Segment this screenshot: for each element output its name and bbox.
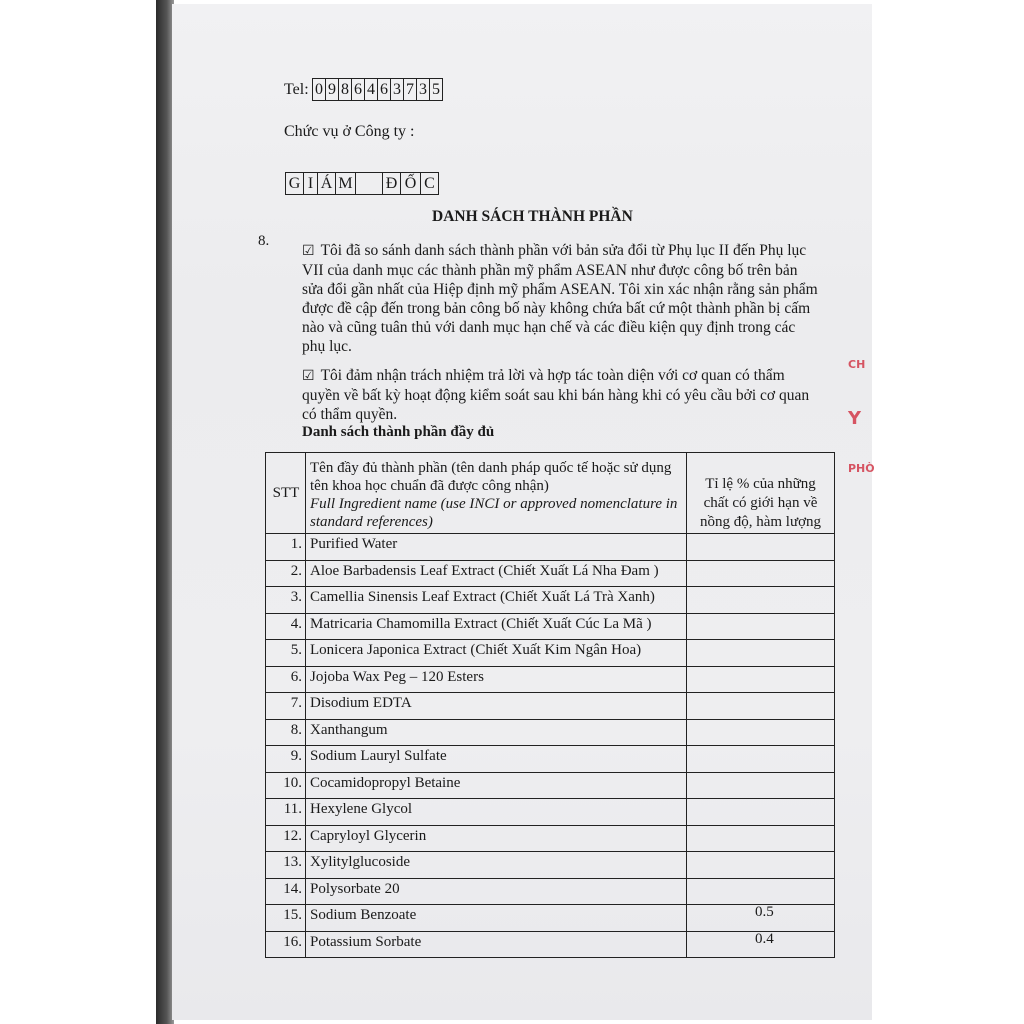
- row-ingredient-name: Xanthangum: [306, 719, 687, 746]
- position-label: Chức vụ ở Công ty :: [284, 123, 415, 140]
- char-box: 6: [351, 79, 364, 100]
- row-stt: 3.: [266, 587, 306, 614]
- row-percentage: [687, 931, 835, 958]
- position-boxes: [285, 172, 439, 195]
- para1-line: sửa đổi gần nhất của Hiệp định mỹ phẩm ASEAN. Tôi xin xác nhận rằng sản phẩm: [302, 281, 818, 298]
- row-percentage: [687, 587, 835, 614]
- row-percentage: [687, 640, 835, 667]
- tel-number-boxes: [312, 78, 443, 101]
- row-ingredient-name: Jojoba Wax Peg – 120 Esters: [306, 666, 687, 693]
- char-box: 9: [325, 79, 338, 100]
- table-row: [266, 640, 835, 667]
- row-ingredient-name: Purified Water: [306, 534, 687, 561]
- stamp-fragment: Y: [848, 408, 862, 429]
- row-percentage: [687, 905, 835, 932]
- ingredient-list-title: Danh sách thành phần đầy đủ: [302, 424, 495, 440]
- char-box: 8: [338, 79, 351, 100]
- row-stt: 14.: [266, 878, 306, 905]
- row-percentage: [687, 825, 835, 852]
- header-ingredient-name: [306, 453, 687, 534]
- row-stt: 4.: [266, 613, 306, 640]
- table-row: [266, 719, 835, 746]
- char-box: 5: [429, 79, 442, 100]
- row-stt: 16.: [266, 931, 306, 958]
- char-box: I: [303, 173, 317, 194]
- row-percentage-value: 0.5: [755, 904, 774, 920]
- table-row: [266, 905, 835, 932]
- table-row: [266, 534, 835, 561]
- para1-line: phụ lục.: [302, 338, 352, 355]
- table-row: [266, 799, 835, 826]
- section-title: DANH SÁCH THÀNH PHẦN: [432, 208, 633, 225]
- stamp-fragment: CH: [848, 358, 866, 371]
- row-percentage: [687, 799, 835, 826]
- table-row: [266, 666, 835, 693]
- row-ingredient-name: Hexylene Glycol: [306, 799, 687, 826]
- row-stt: 2.: [266, 560, 306, 587]
- char-box: 3: [390, 79, 403, 100]
- para1-line: được đề cập đến trong bản công bố này không chứa bất cứ một thành phần bị cấm: [302, 300, 811, 317]
- char-box: M: [335, 173, 355, 194]
- row-ingredient-name: Potassium Sorbate: [306, 931, 687, 958]
- row-ingredient-name: Lonicera Japonica Extract (Chiết Xuất Kim Ngân Hoa): [306, 640, 687, 667]
- table-row: [266, 852, 835, 879]
- table-row: [266, 746, 835, 773]
- section-number: 8.: [258, 233, 270, 249]
- para1-line: nào và cũng tuân thủ với danh mục hạn chế và các điều kiện quy định trong các: [302, 319, 796, 336]
- row-ingredient-name: Disodium EDTA: [306, 693, 687, 720]
- char-box: Á: [317, 173, 335, 194]
- declaration-paragraph-2: [302, 366, 809, 424]
- char-box: Đ: [382, 173, 400, 194]
- stamp-fragment: PHÒ: [848, 462, 875, 475]
- table-row: [266, 825, 835, 852]
- char-box: 7: [403, 79, 416, 100]
- row-stt: 10.: [266, 772, 306, 799]
- checkbox-checked-icon: ☑: [302, 368, 315, 384]
- char-box: Ố: [400, 173, 420, 194]
- header-name-en: Full Ingredient name (use INCI or approved nomenclature in standard references): [310, 496, 678, 530]
- row-percentage-value: 0.4: [755, 930, 774, 947]
- row-stt: 8.: [266, 719, 306, 746]
- row-percentage: [687, 666, 835, 693]
- char-box: G: [288, 175, 301, 192]
- row-percentage: [687, 693, 835, 720]
- table-row: [266, 587, 835, 614]
- row-ingredient-name: Cocamidopropyl Betaine: [306, 772, 687, 799]
- row-stt: 6.: [266, 666, 306, 693]
- para2-line: có thẩm quyền.: [302, 406, 398, 423]
- table-row: [266, 772, 835, 799]
- row-stt: 9.: [266, 746, 306, 773]
- table-row: [266, 693, 835, 720]
- char-box: 4: [364, 79, 377, 100]
- table-header-row: [266, 453, 835, 534]
- row-stt: 5.: [266, 640, 306, 667]
- table-row: [266, 931, 835, 958]
- row-ingredient-name: Xylitylglucoside: [306, 852, 687, 879]
- row-percentage: [687, 852, 835, 879]
- char-box: 6: [377, 79, 390, 100]
- row-stt: 15.: [266, 905, 306, 932]
- row-percentage: [687, 719, 835, 746]
- para2-line: Tôi đảm nhận trách nhiệm trả lời và hợp tác toàn diện với cơ quan có thẩm: [320, 367, 785, 384]
- row-stt: 7.: [266, 693, 306, 720]
- row-ingredient-name: Matricaria Chamomilla Extract (Chiết Xuất Cúc La Mã ): [306, 613, 687, 640]
- row-stt: 11.: [266, 799, 306, 826]
- char-box: 3: [416, 79, 429, 100]
- ingredient-table: [265, 452, 835, 958]
- checkbox-checked-icon: ☑: [302, 243, 315, 259]
- tel-label: Tel:: [284, 81, 309, 98]
- row-percentage: [687, 772, 835, 799]
- char-box: 0: [315, 81, 323, 98]
- row-stt: 1.: [266, 534, 306, 561]
- para1-line: Tôi đã so sánh danh sách thành phần với bản sửa đổi từ Phụ lục II đến Phụ lục: [320, 242, 807, 259]
- row-ingredient-name: Sodium Lauryl Sulfate: [306, 746, 687, 773]
- table-row: [266, 878, 835, 905]
- table-row: [266, 560, 835, 587]
- row-percentage: [687, 560, 835, 587]
- header-name-vi: Tên đầy đủ thành phần (tên danh pháp quốc tế hoặc sử dụng tên khoa học chuẩn đã được công nhận): [310, 460, 672, 494]
- row-ingredient-name: Polysorbate 20: [306, 878, 687, 905]
- header-percentage: Tỉ lệ % của những chất có giới hạn về nồng độ, hàm lượng: [687, 453, 835, 534]
- row-percentage: [687, 878, 835, 905]
- table-row: [266, 613, 835, 640]
- header-stt: STT: [266, 453, 306, 534]
- row-ingredient-name: Aloe Barbadensis Leaf Extract (Chiết Xuất Lá Nha Đam ): [306, 560, 687, 587]
- row-ingredient-name: Capryloyl Glycerin: [306, 825, 687, 852]
- row-ingredient-name: Sodium Benzoate: [306, 905, 687, 932]
- row-stt: 13.: [266, 852, 306, 879]
- para1-line: VII của danh mục các thành phần mỹ phẩm ASEAN như được công bố trên bản: [302, 262, 798, 279]
- para2-line: quyền về bất kỳ hoạt động kiểm soát sau khi bán hàng khi có yêu cầu bởi cơ quan: [302, 387, 810, 404]
- row-ingredient-name: Camellia Sinensis Leaf Extract (Chiết Xuất Lá Trà Xanh): [306, 587, 687, 614]
- char-box: C: [420, 173, 438, 194]
- row-percentage: [687, 746, 835, 773]
- row-stt: 12.: [266, 825, 306, 852]
- row-percentage: [687, 613, 835, 640]
- declaration-paragraph-1: [302, 241, 818, 356]
- char-box: [355, 173, 382, 194]
- row-percentage: [687, 534, 835, 561]
